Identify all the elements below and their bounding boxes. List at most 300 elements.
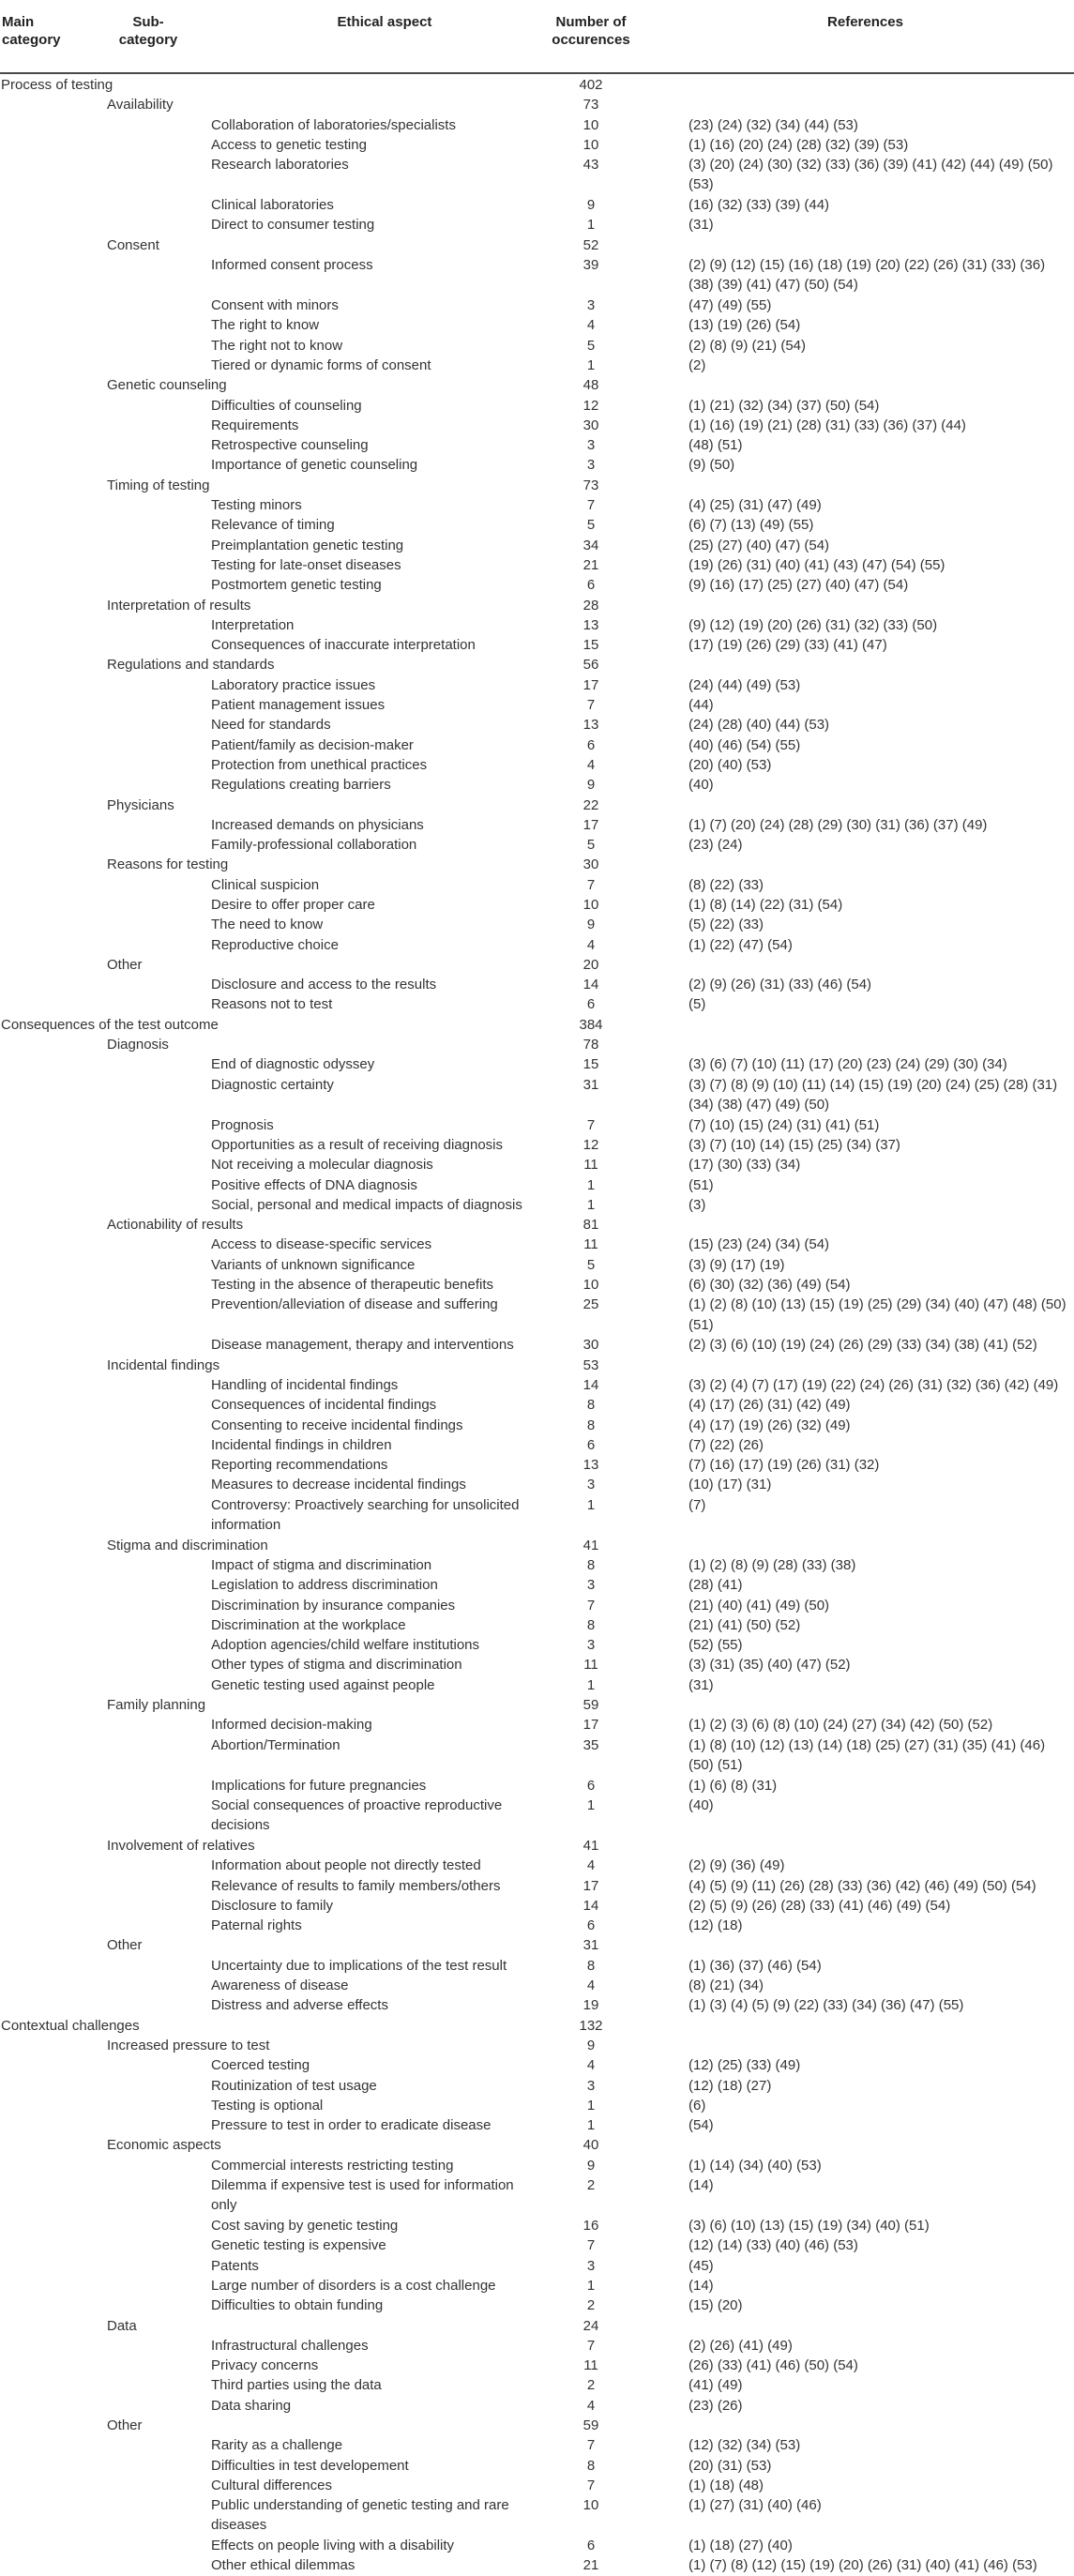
sub-category-row xyxy=(0,855,1074,874)
table-row xyxy=(0,195,1074,215)
ethical-aspect-label: Social, personal and medical impacts of diagnosis xyxy=(211,1196,522,1213)
table-row xyxy=(0,615,1074,635)
references-cell: (1) (2) (3) (6) (8) (10) (24) (27) (34) (42) (50) (52) xyxy=(688,1717,993,1734)
table-row xyxy=(0,735,1074,755)
occurrence-count: 4 xyxy=(586,317,596,334)
sub-category-label: Interpretation of results xyxy=(107,597,251,614)
references-cell: (9) (50) xyxy=(688,457,735,474)
ethical-aspect-label: The right not to know xyxy=(211,337,343,354)
references-cell: (3) (6) (7) (10) (11) (17) (20) (23) (24) (29) (30) (34) xyxy=(688,1056,1007,1073)
ethical-aspect-label: Protection from unethical practices xyxy=(211,756,428,773)
ethical-aspect-label: Testing is optional xyxy=(211,2097,324,2114)
table-row xyxy=(0,835,1074,855)
occurrence-count: 39 xyxy=(582,257,599,274)
ethical-aspect-label: Preimplantation genetic testing xyxy=(211,537,404,553)
references-cell: (40) xyxy=(688,1796,714,1813)
occurrence-count: 15 xyxy=(582,637,599,654)
references-cell: (3) (9) (17) (19) xyxy=(688,1256,785,1273)
table-row xyxy=(0,755,1074,775)
occurrence-count: 10 xyxy=(582,896,599,913)
table-row xyxy=(0,1615,1074,1635)
sub-category-row xyxy=(0,95,1074,114)
ethical-aspect-label: Patient management issues xyxy=(211,697,386,714)
occurrence-count: 402 xyxy=(579,77,603,93)
references-cell: (1) (8) (14) (22) (31) (54) xyxy=(688,896,843,913)
occurrence-count: 8 xyxy=(586,1957,596,1974)
occurrence-count: 6 xyxy=(586,1436,596,1453)
ethical-aspect-label: Need for standards xyxy=(211,717,331,734)
table-row xyxy=(0,2375,1074,2395)
ethical-aspect-label: Difficulties in test developement xyxy=(211,2457,409,2474)
table-row xyxy=(0,515,1074,535)
occurrence-count: 7 xyxy=(586,697,596,714)
ethical-aspect-label: Commercial interests restricting testing xyxy=(211,2157,454,2174)
ethical-aspect-label: Testing minors xyxy=(211,497,302,514)
ethical-aspect-label: The right to know xyxy=(211,317,320,334)
table-row xyxy=(0,2115,1074,2135)
occurrence-count: 10 xyxy=(582,2497,599,2514)
references-cell: (6) (7) (13) (49) (55) xyxy=(688,517,814,534)
table-row xyxy=(0,2555,1074,2575)
occurrence-count: 53 xyxy=(582,1356,599,1373)
references-cell: (1) (27) (31) (40) (46) xyxy=(688,2497,822,2514)
ethical-aspect-label: Disclosure to family xyxy=(211,1897,334,1914)
occurrence-count: 4 xyxy=(586,936,596,953)
occurrence-count: 8 xyxy=(586,1616,596,1633)
references-cell: (14) xyxy=(688,2177,714,2194)
table-row xyxy=(0,1555,1074,1575)
references-cell: (3) (7) (10) (14) (15) (25) (34) (37) xyxy=(688,1136,900,1153)
ethical-aspect-label: Disease management, therapy and interventions xyxy=(211,1337,514,1354)
sub-category-label: Economic aspects xyxy=(107,2137,221,2154)
ethical-aspect-label: Cost saving by genetic testing xyxy=(211,2218,399,2235)
table-row xyxy=(0,336,1074,356)
table-row xyxy=(0,495,1074,515)
ethical-aspect-label: Consenting to receive incidental findings xyxy=(211,1417,463,1433)
occurrence-count: 1 xyxy=(586,356,596,373)
occurrence-count: 81 xyxy=(582,1217,599,1234)
references-cell: (52) (55) xyxy=(688,1637,743,1654)
table-row xyxy=(0,1295,1074,1335)
ethical-aspect-label: Clinical laboratories xyxy=(211,197,334,214)
table-row xyxy=(0,315,1074,335)
references-cell: (2) (9) (12) (15) (16) (18) (19) (20) (22) (26) (31) (33) (36) (38) (39) (41) (47) (50) (54) xyxy=(688,257,1046,294)
references-cell: (1) (16) (19) (21) (28) (31) (33) (36) (37) (44) xyxy=(688,417,966,433)
ethical-aspect-label: Reasons not to test xyxy=(211,996,333,1013)
occurrence-count: 7 xyxy=(586,2237,596,2254)
occurrence-count: 31 xyxy=(582,1076,599,1093)
table-row xyxy=(0,575,1074,595)
ethical-aspect-label: Research laboratories xyxy=(211,157,349,174)
references-cell: (26) (33) (41) (46) (50) (54) xyxy=(688,2357,858,2374)
occurrence-count: 17 xyxy=(582,1717,599,1734)
occurrence-count: 9 xyxy=(586,917,596,933)
table-row xyxy=(0,1956,1074,1976)
references-cell: (1) (36) (37) (46) (54) xyxy=(688,1957,822,1974)
references-cell: (25) (27) (40) (47) (54) xyxy=(688,537,830,553)
occurrence-count: 31 xyxy=(582,1937,599,1954)
table-row xyxy=(0,675,1074,695)
ethical-aspect-label: Cultural differences xyxy=(211,2477,332,2493)
sub-category-label: Diagnosis xyxy=(107,1037,169,1053)
table-row xyxy=(0,1495,1074,1536)
table-row xyxy=(0,1596,1074,1615)
sub-category-label: Stigma and discrimination xyxy=(107,1537,268,1553)
table-row xyxy=(0,695,1074,715)
table-row xyxy=(0,1796,1074,1836)
occurrence-count: 3 xyxy=(586,1577,596,1594)
occurrence-count: 3 xyxy=(586,1637,596,1654)
references-cell: (48) (51) xyxy=(688,437,743,454)
sub-category-row xyxy=(0,476,1074,495)
references-cell: (1) (2) (8) (10) (13) (15) (19) (25) (29) (34) (40) (47) (48) (50) (51) xyxy=(688,1296,1066,1333)
sub-category-row xyxy=(0,2036,1074,2055)
references-cell: (14) xyxy=(688,2277,714,2294)
sub-category-label: Actionability of results xyxy=(107,1217,244,1234)
occurrence-count: 7 xyxy=(586,1597,596,1614)
ethical-aspect-label: Disclosure and access to the results xyxy=(211,977,437,993)
table-row xyxy=(0,1655,1074,1674)
ethical-aspect-label: Tiered or dynamic forms of consent xyxy=(211,356,431,373)
sub-category-label: Family planning xyxy=(107,1697,206,1714)
references-cell: (4) (17) (26) (31) (42) (49) xyxy=(688,1397,851,1414)
sub-category-row xyxy=(0,1215,1074,1235)
ethical-aspect-label: Handling of incidental findings xyxy=(211,1376,399,1393)
references-cell: (2) (26) (41) (49) xyxy=(688,2337,793,2354)
references-cell: (1) (7) (8) (12) (15) (19) (20) (26) (31) (40) (41) (46) (53) xyxy=(688,2557,1037,2574)
occurrence-count: 30 xyxy=(582,1337,599,1354)
sub-category-row xyxy=(0,375,1074,395)
ethical-aspect-label: Social consequences of proactive reproductive decisions xyxy=(211,1796,503,1834)
table-row xyxy=(0,1235,1074,1254)
ethical-aspect-label: End of diagnostic odyssey xyxy=(211,1056,375,1073)
references-cell: (20) (40) (53) xyxy=(688,756,772,773)
occurrence-count: 5 xyxy=(586,337,596,354)
occurrence-count: 384 xyxy=(579,1016,603,1033)
ethical-aspect-label: Implications for future pregnancies xyxy=(211,1777,427,1794)
table-row xyxy=(0,1255,1074,1275)
occurrence-count: 73 xyxy=(582,477,599,493)
occurrence-count: 78 xyxy=(582,1037,599,1053)
references-cell: (12) (18) (27) xyxy=(688,2077,772,2094)
occurrence-count: 40 xyxy=(582,2137,599,2154)
occurrence-count: 2 xyxy=(586,2177,596,2194)
occurrence-count: 3 xyxy=(586,2257,596,2274)
header-number-of-occurences: Number of occurences xyxy=(552,14,630,48)
table-row xyxy=(0,416,1074,435)
references-cell: (2) (8) (9) (21) (54) xyxy=(688,337,807,354)
references-cell: (7) xyxy=(688,1496,706,1513)
ethical-aspect-label: Regulations creating barriers xyxy=(211,777,391,794)
table-row xyxy=(0,975,1074,994)
occurrence-count: 9 xyxy=(586,197,596,214)
ethical-aspect-label: Prevention/alleviation of disease and suffering xyxy=(211,1296,498,1313)
references-cell: (24) (28) (40) (44) (53) xyxy=(688,717,830,734)
ethical-aspect-label: Genetic testing used against people xyxy=(211,1676,435,1693)
table-row xyxy=(0,2235,1074,2255)
table-row xyxy=(0,1455,1074,1475)
occurrence-count: 17 xyxy=(582,1877,599,1894)
table-row xyxy=(0,2296,1074,2315)
header-ethical-aspect: Ethical aspect xyxy=(337,14,432,30)
references-cell: (1) (3) (4) (5) (9) (22) (33) (34) (36) (47) (55) xyxy=(688,1997,964,2014)
ethical-aspect-label: Informed decision-making xyxy=(211,1717,372,1734)
table-row xyxy=(0,1195,1074,1215)
ethical-aspect-label: Family-professional collaboration xyxy=(211,837,417,854)
references-cell: (3) (6) (10) (13) (15) (19) (34) (40) (51) xyxy=(688,2218,930,2235)
occurrence-count: 11 xyxy=(583,1657,598,1674)
table-row xyxy=(0,1395,1074,1415)
occurrence-count: 73 xyxy=(582,97,599,114)
occurrence-count: 5 xyxy=(586,837,596,854)
occurrence-count: 34 xyxy=(582,537,599,553)
occurrence-count: 1 xyxy=(586,1196,596,1213)
table-row xyxy=(0,1375,1074,1395)
ethical-aspect-label: Retrospective counseling xyxy=(211,437,369,454)
table-row xyxy=(0,1435,1074,1455)
references-cell: (16) (32) (33) (39) (44) xyxy=(688,197,830,214)
occurrence-count: 48 xyxy=(582,377,599,394)
ethical-aspect-label: Other types of stigma and discrimination xyxy=(211,1657,462,1674)
references-cell: (15) (20) xyxy=(688,2297,743,2314)
occurrence-count: 6 xyxy=(586,1777,596,1794)
ethical-aspect-label: Informed consent process xyxy=(211,257,373,274)
table-row xyxy=(0,396,1074,416)
references-cell: (13) (19) (26) (54) xyxy=(688,317,801,334)
table-row xyxy=(0,994,1074,1014)
occurrence-count: 3 xyxy=(586,437,596,454)
occurrence-count: 6 xyxy=(586,577,596,594)
ethical-aspect-label: Uncertainty due to implications of the test result xyxy=(211,1957,507,1974)
table-row xyxy=(0,536,1074,555)
main-category-row xyxy=(0,1015,1074,1035)
table-row xyxy=(0,1635,1074,1655)
sub-category-row xyxy=(0,2416,1074,2435)
table-row xyxy=(0,1475,1074,1494)
ethical-aspect-label: Access to disease-specific services xyxy=(211,1236,432,1253)
occurrence-count: 14 xyxy=(582,1897,599,1914)
table-row xyxy=(0,2096,1074,2115)
table-row xyxy=(0,2336,1074,2356)
table-row xyxy=(0,1856,1074,1875)
occurrence-count: 6 xyxy=(586,1917,596,1934)
references-cell: (44) xyxy=(688,697,714,714)
ethical-aspect-label: Reporting recommendations xyxy=(211,1457,388,1474)
table-row xyxy=(0,455,1074,475)
table-body xyxy=(0,74,1074,2576)
ethical-aspect-label: Impact of stigma and discrimination xyxy=(211,1557,432,1573)
table-row xyxy=(0,555,1074,575)
occurrence-count: 4 xyxy=(586,2397,596,2414)
references-cell: (20) (31) (53) xyxy=(688,2457,772,2474)
occurrence-count: 3 xyxy=(586,2077,596,2094)
table-row xyxy=(0,1115,1074,1135)
ethical-aspect-label: Routinization of test usage xyxy=(211,2077,377,2094)
sub-category-label: Reasons for testing xyxy=(107,856,229,873)
ethical-aspect-label: Pressure to test in order to eradicate disease xyxy=(211,2117,492,2134)
table-row xyxy=(0,155,1074,195)
sub-category-row xyxy=(0,655,1074,674)
occurrence-count: 4 xyxy=(586,1977,596,1994)
occurrence-count: 30 xyxy=(582,417,599,433)
occurrence-count: 17 xyxy=(582,816,599,833)
sub-category-row xyxy=(0,955,1074,975)
references-cell: (10) (17) (31) xyxy=(688,1477,772,1493)
occurrence-count: 10 xyxy=(582,1277,599,1294)
table-row xyxy=(0,1416,1074,1435)
occurrence-count: 11 xyxy=(583,2357,598,2374)
ethical-aspect-label: Relevance of results to family members/others xyxy=(211,1877,501,1894)
ethical-aspect-label: Patient/family as decision-maker xyxy=(211,736,414,753)
table-row xyxy=(0,1575,1074,1595)
sub-category-row xyxy=(0,1035,1074,1054)
occurrence-count: 2 xyxy=(586,2377,596,2394)
references-cell: (3) xyxy=(688,1196,706,1213)
sub-category-row xyxy=(0,1695,1074,1715)
table-row xyxy=(0,2055,1074,2075)
occurrence-count: 7 xyxy=(586,1116,596,1133)
table-row xyxy=(0,635,1074,655)
occurrence-count: 13 xyxy=(582,616,599,633)
table-row xyxy=(0,1916,1074,1935)
table-row xyxy=(0,2156,1074,2175)
table-row xyxy=(0,2536,1074,2555)
ethical-aspect-label: Reproductive choice xyxy=(211,936,339,953)
sub-category-label: Increased pressure to test xyxy=(107,2037,270,2053)
references-cell: (1) (16) (20) (24) (28) (32) (39) (53) xyxy=(688,136,909,153)
references-cell: (31) xyxy=(688,217,714,234)
table-row xyxy=(0,1675,1074,1695)
references-cell: (15) (23) (24) (34) (54) xyxy=(688,1236,830,1253)
ethical-aspect-label: Dilemma if expensive test is used for information only xyxy=(211,2177,514,2214)
occurrence-count: 5 xyxy=(586,1256,596,1273)
references-cell: (4) (5) (9) (11) (26) (28) (33) (36) (42) (46) (49) (50) (54) xyxy=(688,1877,1036,1894)
ethical-aspect-label: Infrastructural challenges xyxy=(211,2337,369,2354)
references-cell: (12) (25) (33) (49) xyxy=(688,2057,801,2074)
occurrence-count: 6 xyxy=(586,996,596,1013)
table-row xyxy=(0,915,1074,934)
occurrence-count: 3 xyxy=(586,457,596,474)
main-category-row xyxy=(0,75,1074,95)
ethical-aspect-label: Data sharing xyxy=(211,2397,292,2414)
occurrence-count: 35 xyxy=(582,1736,599,1753)
ethical-aspect-label: Relevance of timing xyxy=(211,517,335,534)
occurrence-count: 28 xyxy=(582,597,599,614)
ethical-aspect-label: Patents xyxy=(211,2257,259,2274)
main-category-row xyxy=(0,2016,1074,2036)
sub-category-label: Other xyxy=(107,1937,143,1954)
occurrence-count: 13 xyxy=(582,1457,599,1474)
occurrence-count: 59 xyxy=(582,2417,599,2433)
occurrence-count: 21 xyxy=(582,556,599,573)
occurrence-count: 14 xyxy=(582,1376,599,1393)
header-sub-category: Sub-category xyxy=(118,14,178,48)
references-cell: (7) (10) (15) (24) (31) (41) (51) xyxy=(688,1116,880,1133)
table-row xyxy=(0,1735,1074,1776)
occurrence-count: 30 xyxy=(582,856,599,873)
references-cell: (24) (44) (49) (53) xyxy=(688,676,801,693)
ethical-aspect-label: Discrimination at the workplace xyxy=(211,1616,406,1633)
references-cell: (41) (49) xyxy=(688,2377,743,2394)
occurrence-count: 16 xyxy=(582,2218,599,2235)
occurrence-count: 12 xyxy=(582,397,599,414)
ethical-aspect-label: Increased demands on physicians xyxy=(211,816,424,833)
sub-category-row xyxy=(0,1836,1074,1856)
occurrence-count: 14 xyxy=(582,977,599,993)
ethical-aspect-label: Access to genetic testing xyxy=(211,136,367,153)
references-cell: (5) (22) (33) xyxy=(688,917,764,933)
sub-category-label: Availability xyxy=(107,97,174,114)
sub-category-label: Other xyxy=(107,2417,143,2433)
ethical-aspect-label: Testing for late-onset diseases xyxy=(211,556,401,573)
references-cell: (40) xyxy=(688,777,714,794)
references-cell: (3) (7) (8) (9) (10) (11) (14) (15) (19) (20) (24) (25) (28) (31) (34) (38) (47) (49) (50) xyxy=(688,1076,1058,1113)
references-cell: (21) (40) (41) (49) (50) xyxy=(688,1597,830,1614)
ethical-aspect-label: Genetic testing is expensive xyxy=(211,2237,386,2254)
table-row xyxy=(0,2175,1074,2216)
table-row xyxy=(0,2356,1074,2375)
references-cell: (23) (24) (32) (34) (44) (53) xyxy=(688,116,858,133)
occurrence-count: 1 xyxy=(586,1496,596,1513)
references-cell: (8) (21) (34) xyxy=(688,1977,764,1994)
ethical-aspect-label: Consent with minors xyxy=(211,297,339,314)
references-cell: (2) (3) (6) (10) (19) (24) (26) (29) (33) (34) (38) (41) (52) xyxy=(688,1337,1037,1354)
sub-category-row xyxy=(0,235,1074,255)
references-cell: (1) (21) (32) (34) (37) (50) (54) xyxy=(688,397,880,414)
occurrence-count: 7 xyxy=(586,2477,596,2493)
references-cell: (1) (7) (20) (24) (28) (29) (30) (31) (36) (37) (49) xyxy=(688,816,988,833)
ethical-aspect-label: Prognosis xyxy=(211,1116,274,1133)
ethical-aspect-label: Positive effects of DNA diagnosis xyxy=(211,1176,417,1193)
ethical-aspect-label: Clinical suspicion xyxy=(211,876,320,893)
main-category-label: Consequences of the test outcome xyxy=(1,1016,219,1033)
table-row xyxy=(0,715,1074,735)
occurrence-count: 17 xyxy=(582,676,599,693)
table-row xyxy=(0,1155,1074,1174)
table-row xyxy=(0,135,1074,155)
ethical-aspect-label: Collaboration of laboratories/specialists xyxy=(211,116,456,133)
ethical-aspect-label: Other ethical dilemmas xyxy=(211,2557,355,2574)
occurrence-count: 6 xyxy=(586,2538,596,2554)
table-row xyxy=(0,2476,1074,2495)
references-cell: (1) (8) (10) (12) (13) (14) (18) (25) (27) (31) (35) (41) (46) (50) (51) xyxy=(688,1736,1046,1773)
ethical-aspect-label: Consequences of incidental findings xyxy=(211,1397,437,1414)
occurrence-count: 10 xyxy=(582,116,599,133)
table-row xyxy=(0,895,1074,915)
references-cell: (3) (20) (24) (30) (32) (33) (36) (39) (41) (42) (44) (49) (50) (53) xyxy=(688,157,1053,193)
occurrence-count: 24 xyxy=(582,2317,599,2334)
references-cell: (8) (22) (33) xyxy=(688,876,764,893)
references-cell: (31) xyxy=(688,1676,714,1693)
occurrence-count: 132 xyxy=(579,2017,603,2034)
ethical-aspect-label: Direct to consumer testing xyxy=(211,217,375,234)
references-cell: (12) (18) xyxy=(688,1917,743,1934)
occurrence-count: 13 xyxy=(582,717,599,734)
occurrence-count: 56 xyxy=(582,657,599,674)
references-cell: (23) (24) xyxy=(688,837,743,854)
references-cell: (1) (6) (8) (31) xyxy=(688,1777,778,1794)
table-row xyxy=(0,1275,1074,1295)
ethical-aspect-label: Awareness of disease xyxy=(211,1977,349,1994)
table-row xyxy=(0,2216,1074,2235)
ethical-aspect-label: Laboratory practice issues xyxy=(211,676,376,693)
ethical-aspect-label: Paternal rights xyxy=(211,1917,302,1934)
ethical-aspect-label: Distress and adverse effects xyxy=(211,1997,388,2014)
occurrence-count: 3 xyxy=(586,1477,596,1493)
table-row xyxy=(0,935,1074,955)
ethical-aspect-label: Testing in the absence of therapeutic benefits xyxy=(211,1277,494,1294)
table-header xyxy=(0,0,1074,74)
